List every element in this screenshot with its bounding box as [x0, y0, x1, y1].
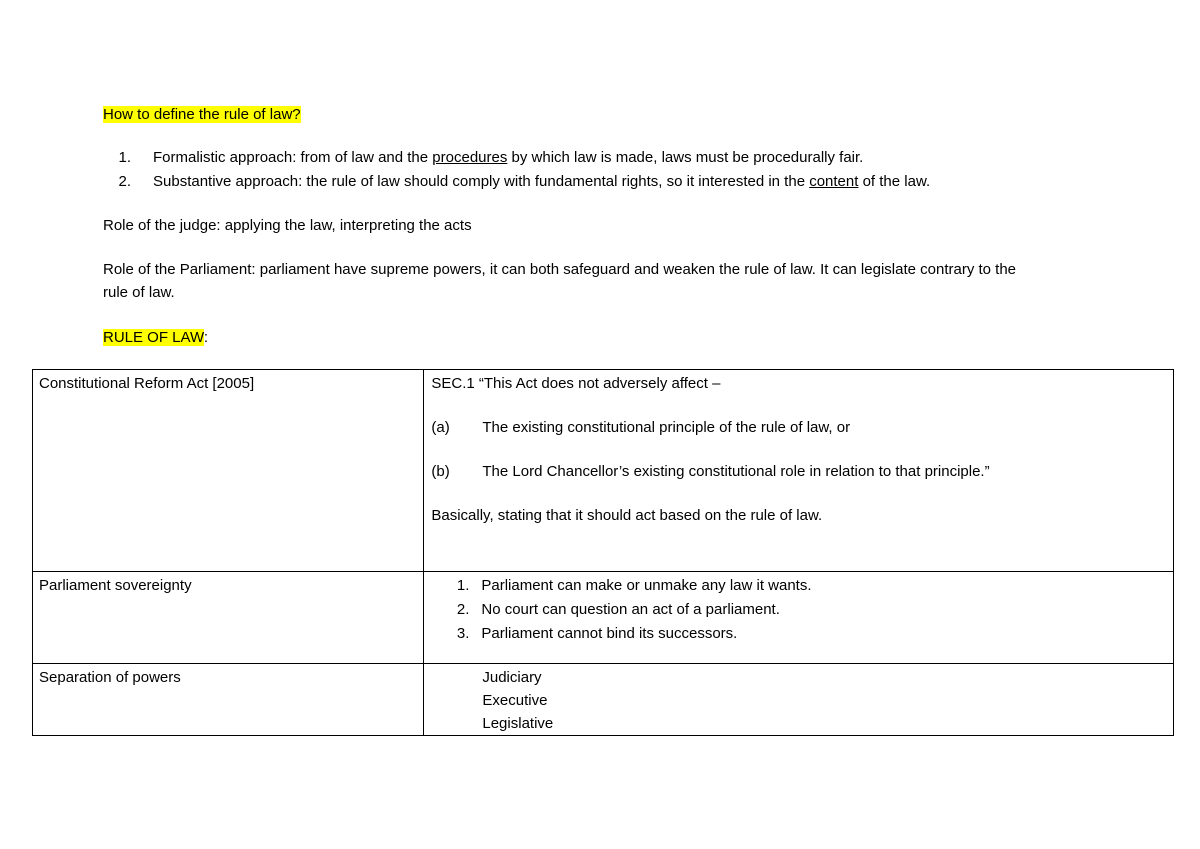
spacer: [431, 483, 1173, 504]
subsection-b: [431, 460, 1173, 483]
section-intro: SEC.1 “This Act does not adversely affect –: [431, 375, 721, 392]
list-text: Parliament can make or unmake any law it wants.: [481, 577, 812, 594]
subsection-text: The existing constitutional principle of the rule of law, or: [482, 419, 851, 436]
subsection-a: [431, 416, 1173, 439]
table-row: [33, 370, 1174, 572]
subsection-label: (b): [431, 463, 450, 480]
row2-right-content: [424, 572, 1173, 646]
list-text: by which law is made, laws must be procedurally fair.: [507, 149, 864, 166]
underlined-term: procedures: [432, 149, 508, 166]
list-text: No court can question an act of a parliament.: [481, 601, 780, 618]
subsection-label: (a): [431, 419, 450, 436]
list-item: Judiciary: [482, 669, 542, 686]
list-text: Substantive approach: the rule of law should comply with fundamental rights, so it interested in the: [153, 173, 810, 190]
list-number: 2.: [118, 173, 131, 190]
subsection-text: The Lord Chancellor’s existing constitutional role in relation to that principle.”: [482, 463, 990, 480]
section-summary: Basically, stating that it should act based on the rule of law.: [431, 507, 823, 524]
underlined-term: content: [809, 173, 859, 190]
spacer: [431, 439, 1173, 460]
list-number: 3.: [456, 625, 470, 642]
spacer: [431, 395, 1173, 416]
list-text: Parliament cannot bind its successors.: [481, 625, 738, 642]
list-item: [431, 622, 1173, 646]
table-cell-left: [33, 572, 424, 664]
list-number: 2.: [456, 601, 470, 618]
table-cell-left: [33, 664, 424, 736]
parliament-role-line-1: Role of the Parliament: parliament have supreme powers, it can both safeguard and weaken the rule of law. It can legislate contrary to the: [103, 261, 1017, 278]
list-number: 1.: [456, 577, 470, 594]
rule-of-law-table: [32, 369, 1174, 736]
list-text: Formalistic approach: from of law and the: [153, 149, 433, 166]
powers-list: [431, 666, 1173, 735]
judge-role-paragraph: Role of the judge: applying the law, interpreting the acts: [103, 217, 472, 234]
rule-heading-highlight: RULE OF LAW: [103, 329, 204, 346]
table-cell-right: [424, 572, 1174, 664]
table-cell-right: [424, 664, 1174, 736]
table-cell-left: [33, 370, 424, 572]
heading-highlight: How to define the rule of law?: [103, 106, 301, 123]
parliament-role-line-2: rule of law.: [103, 284, 175, 301]
sovereignty-list: [431, 574, 1173, 646]
row3-left-text: Separation of powers: [39, 669, 181, 686]
list-item: [103, 146, 930, 170]
list-item: [431, 598, 1173, 622]
list-text: of the law.: [858, 173, 931, 190]
rule-of-law-heading: [103, 326, 208, 349]
list-item: Executive: [482, 692, 548, 709]
rule-heading-colon: :: [203, 329, 209, 346]
list-item: Legislative: [482, 715, 554, 732]
table-cell-right: [424, 370, 1174, 572]
row2-left-text: Parliament sovereignty: [39, 577, 192, 594]
table-row: [33, 664, 1174, 736]
row1-left-text: Constitutional Reform Act [2005]: [39, 375, 255, 392]
table-row: [33, 572, 1174, 664]
page-heading: [103, 103, 301, 126]
list-item: [431, 574, 1173, 598]
row1-right-content: [424, 370, 1173, 527]
approaches-list: [103, 146, 930, 194]
row3-right-content: [424, 664, 1173, 735]
list-item: [103, 170, 930, 194]
list-number: 1.: [118, 149, 131, 166]
